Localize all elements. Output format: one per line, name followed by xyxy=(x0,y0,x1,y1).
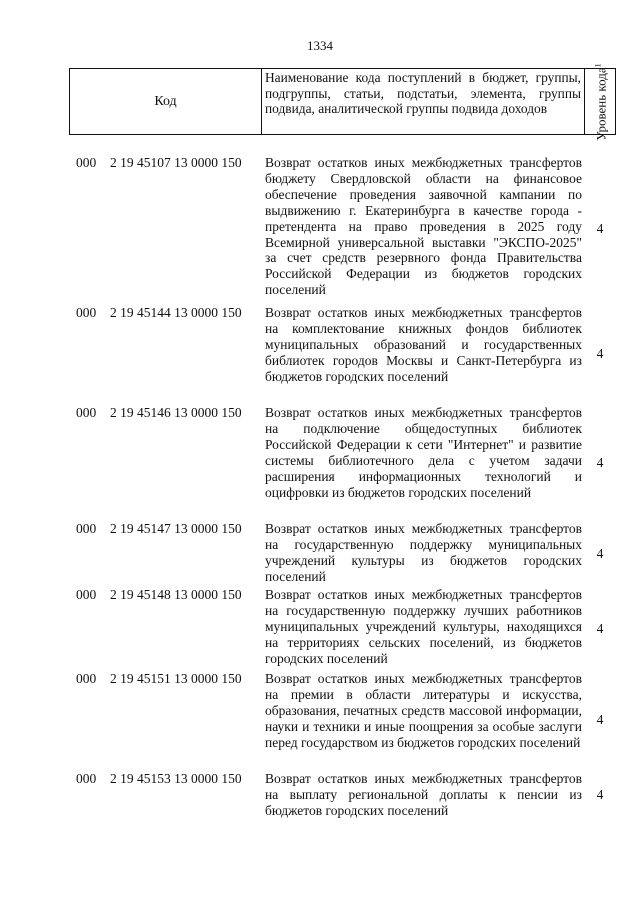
row-level: 4 xyxy=(596,221,604,236)
row-code xyxy=(76,521,242,537)
row-revenue-code: 2 19 45147 13 0000 150 xyxy=(110,521,242,536)
row-level: 4 xyxy=(596,621,604,636)
row-code xyxy=(76,771,242,787)
row-admin-code: 000 xyxy=(76,671,97,686)
row-level: 4 xyxy=(596,455,604,470)
row-revenue-code: 2 19 45107 13 0000 150 xyxy=(110,155,242,170)
table-row xyxy=(0,521,640,587)
row-revenue-code: 2 19 45144 13 0000 150 xyxy=(110,305,242,320)
row-code xyxy=(76,405,242,421)
table-header xyxy=(69,62,616,141)
table-row xyxy=(0,405,640,521)
row-name: Возврат остатков иных межбюджетных трансфертов на премии в области литературы и искусства, образования, печатных средств массовой информации, науки и техники и иные поощрения за особые заслуги перед государством из бюджетов городских поселений xyxy=(265,671,582,750)
row-admin-code: 000 xyxy=(76,305,97,320)
table-row xyxy=(0,155,640,305)
row-level: 4 xyxy=(596,787,604,802)
row-code xyxy=(76,587,242,603)
header-level xyxy=(591,63,608,140)
row-name: Возврат остатков иных межбюджетных трансфертов на выплату региональной доплаты к пенсии из бюджетов городских поселений xyxy=(265,771,582,818)
header-code: Код xyxy=(70,69,262,134)
row-revenue-code: 2 19 45148 13 0000 150 xyxy=(110,587,242,602)
row-level: 4 xyxy=(596,346,604,361)
header-level-cell xyxy=(585,62,615,141)
row-name: Возврат остатков иных межбюджетных трансфертов на государственную поддержку лучших работников муниципальных учреждений культуры, находящихся на территориях сельских поселений, из бюджетов городских поселений xyxy=(265,587,582,666)
table-row xyxy=(0,587,640,671)
row-name: Возврат остатков иных межбюджетных трансфертов на государственную поддержку муниципальных учреждений культуры из бюджетов городских поселений xyxy=(265,521,582,584)
row-revenue-code: 2 19 45151 13 0000 150 xyxy=(110,671,242,686)
row-admin-code: 000 xyxy=(76,155,97,170)
row-admin-code: 000 xyxy=(76,587,97,602)
table-row xyxy=(0,305,640,405)
row-name: Возврат остатков иных межбюджетных трансфертов на подключение общедоступных библиотек Российской Федерации к сети "Интернет" и развитие системы библиотечного дела с учетом задачи расширения информационных технологий и оцифровки из бюджетов городских поселений xyxy=(265,405,582,500)
row-code xyxy=(76,671,242,687)
row-level: 4 xyxy=(596,712,604,727)
row-name: Возврат остатков иных межбюджетных трансфертов на комплектование книжных фондов библиотек муниципальных образований и государственных библиотек городов Москвы и Санкт-Петербурга из бюджетов городских поселений xyxy=(265,305,582,384)
row-admin-code: 000 xyxy=(76,771,97,786)
header-name: Наименование кода поступлений в бюджет, группы, подгруппы, статьи, подстатьи, элемента, группы подвида, аналитической группы подвида доходов xyxy=(262,69,585,134)
row-name: Возврат остатков иных межбюджетных трансфертов бюджету Свердловской области на финансовое обеспечение проведения заявочной кампании по выдвижению г. Екатеринбурга в качестве города - претендента на право проведения в 2025 году Всемирной универсальной выставки "ЭКСПО-2025" за счет средств резервного фонда Правительства Российской Федерации из бюджетов городских поселений xyxy=(265,155,582,298)
table-row xyxy=(0,671,640,771)
row-revenue-code: 2 19 45146 13 0000 150 xyxy=(110,405,242,420)
row-code xyxy=(76,305,242,321)
header-level-label: Уровень кода xyxy=(593,66,609,141)
table-row xyxy=(0,771,640,821)
page-number: 1334 xyxy=(307,38,333,53)
header-level-footnote: 1 xyxy=(593,62,603,67)
row-revenue-code: 2 19 45153 13 0000 150 xyxy=(110,771,242,786)
row-level: 4 xyxy=(596,546,604,561)
row-admin-code: 000 xyxy=(76,405,97,420)
row-code xyxy=(76,155,242,171)
row-admin-code: 000 xyxy=(76,521,97,536)
